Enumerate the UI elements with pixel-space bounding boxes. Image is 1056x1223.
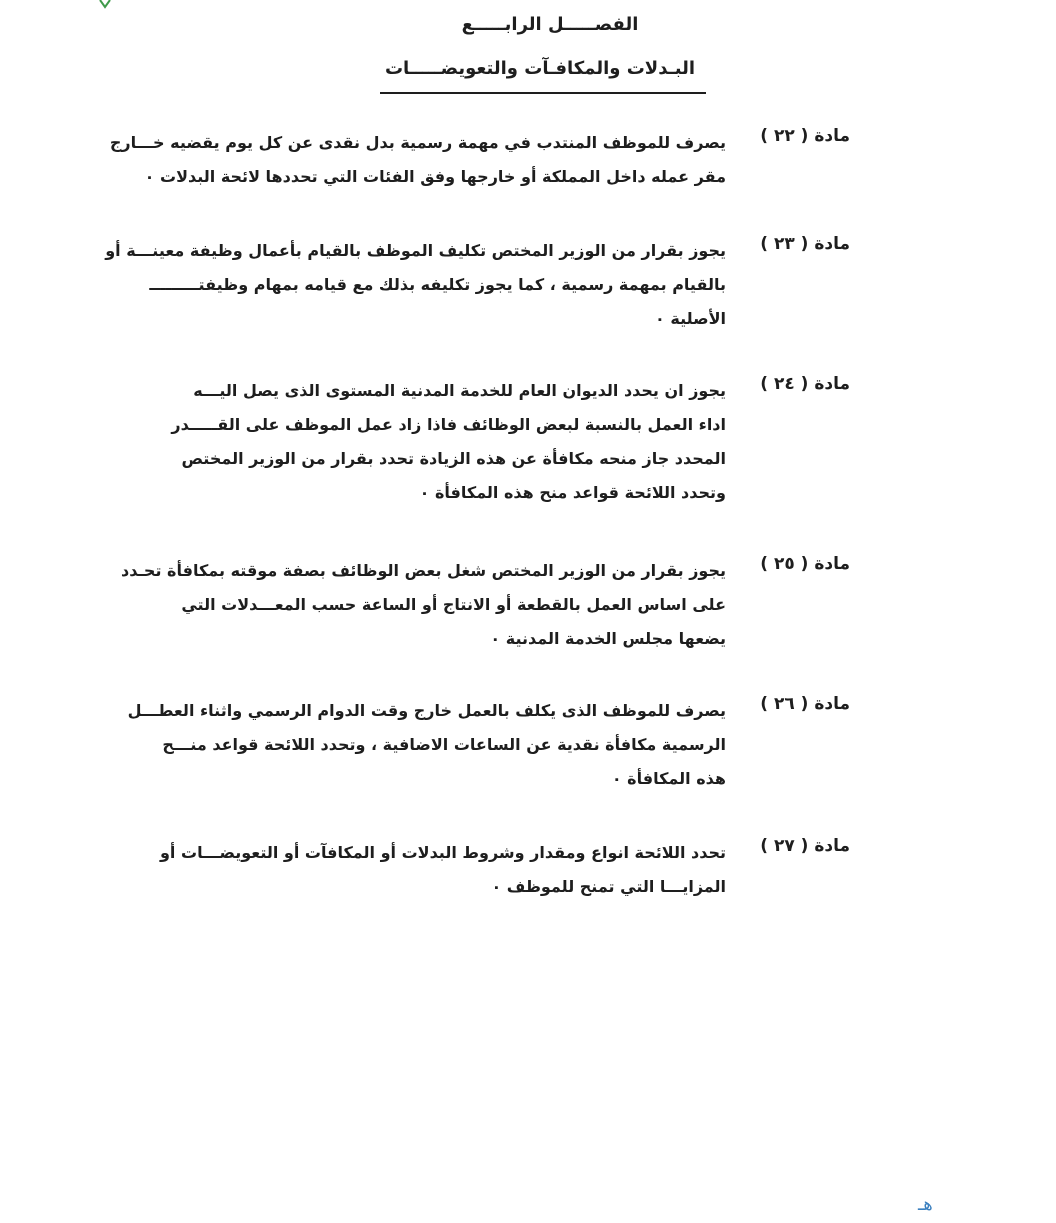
title-underline — [380, 92, 706, 94]
article-line: يضعها مجلس الخدمة المدنية ٠ — [490, 629, 726, 648]
article-line: الرسمية مكافأة نقدية عن الساعات الاضافية ، وتحدد اللائحة قواعد منـــح — [162, 735, 726, 754]
article-body — [127, 694, 726, 796]
article-label: مادة ( ٢٥ ) — [760, 554, 850, 574]
article-line: يصرف للموظف الذى يكلف بالعمل خارج وقت الدوام الرسمي واثناء العطـــل — [127, 701, 726, 720]
article-line: يجوز بقرار من الوزير المختص تكليف الموظف بالقيام بأعمال وظيفة معينـــة أو — [105, 241, 726, 260]
article-label: مادة ( ٢٤ ) — [760, 374, 850, 394]
chapter-title: الفصـــــل الرابـــــع — [461, 14, 639, 35]
article-line: وتحدد اللائحة قواعد منح هذه المكافأة ٠ — [419, 483, 726, 502]
section-title: البـدلات والمكافـآت والتعويضـــــات — [384, 58, 696, 79]
article-label: مادة ( ٢٢ ) — [760, 126, 850, 146]
article-body — [109, 126, 726, 194]
article-body — [160, 374, 726, 510]
article-line: المحدد جاز منحه مكافأة عن هذه الزيادة تحدد بقرار من الوزير المختص — [181, 449, 726, 468]
article-label: مادة ( ٢٧ ) — [760, 836, 850, 856]
article-body — [105, 234, 726, 336]
article-line: تحدد اللائحة انواع ومقدار وشروط البدلات أو المكافآت أو التعويضـــات أو — [159, 843, 726, 862]
article-line: الأصلية ٠ — [655, 309, 726, 328]
article-line: مقر عمله داخل المملكة أو خارجها وفق الفئات التي تحددها لائحة البدلات ٠ — [144, 167, 726, 186]
article-line: بالقيام بمهمة رسمية ، كما يجوز تكليفه بذلك مع قيامه بمهام وظيفتـــــــــ — [149, 275, 726, 294]
article-line: هذه المكافأة ٠ — [611, 769, 726, 788]
article-label: مادة ( ٢٣ ) — [760, 234, 850, 254]
article-line: يجوز بقرار من الوزير المختص شغل بعض الوظائف بصفة موقته بمكافأة تحـدد — [121, 561, 726, 580]
article-body — [121, 554, 726, 656]
article-body — [160, 836, 726, 904]
page-mark: هـ — [918, 1194, 933, 1215]
article-line: يجوز ان يحدد الديوان العام للخدمة المدنية المستوى الذى يصل اليـــه — [193, 381, 726, 400]
article-line: المزايـــا التي تمنح للموظف ٠ — [491, 877, 726, 896]
article-label: مادة ( ٢٦ ) — [760, 694, 850, 714]
green-corner-mark — [98, 0, 112, 8]
article-line: اداء العمل بالنسبة لبعض الوظائف فاذا زاد عمل الموظف على القـــــدر — [171, 415, 726, 434]
article-line: يصرف للموظف المنتدب في مهمة رسمية بدل نقدى عن كل يوم يقضيه خـــارج — [109, 133, 726, 152]
article-line: على اساس العمل بالقطعة أو الانتاج أو الساعة حسب المعـــدلات التي — [181, 595, 726, 614]
